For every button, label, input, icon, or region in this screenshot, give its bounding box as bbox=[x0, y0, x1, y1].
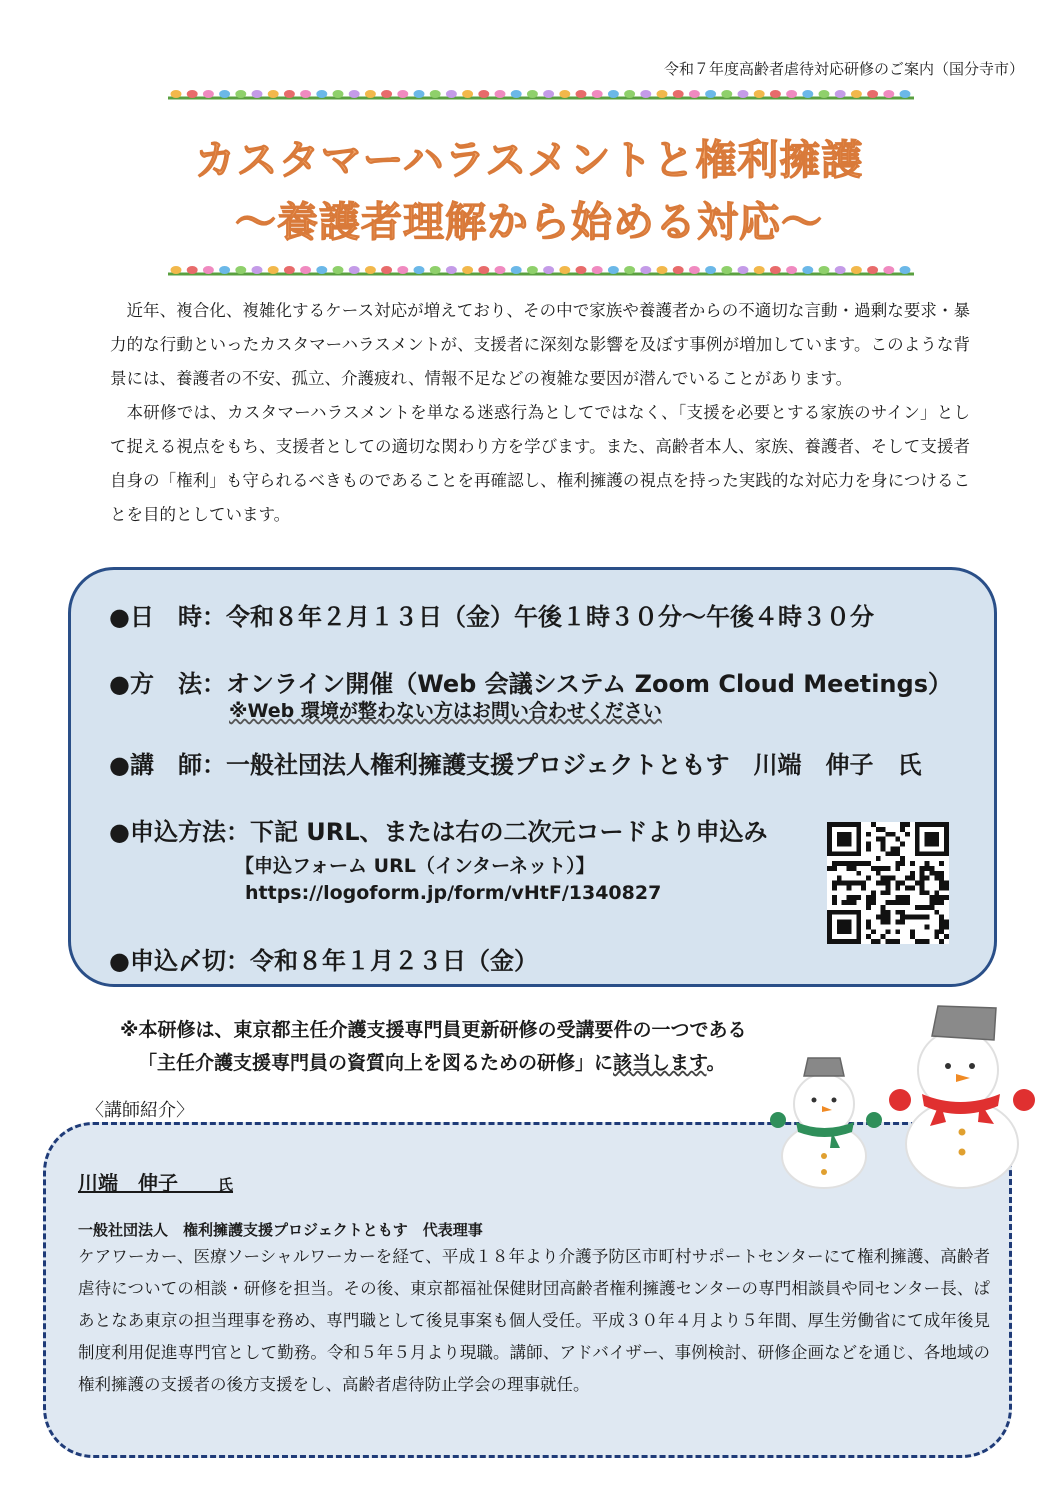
title-line-2: ～養護者理解から始める対応～ bbox=[235, 198, 823, 246]
small-snowman-icon bbox=[770, 1058, 882, 1188]
title-line-1: カスタマーハラスメントと権利擁護 bbox=[194, 136, 864, 184]
event-deadline: ●申込〆切：令和８年１月２３日（金） bbox=[109, 947, 538, 975]
form-url-link[interactable]: https://logoform.jp/form/vHtF/1340827 bbox=[245, 882, 662, 904]
snowmen-illustration bbox=[762, 996, 1044, 1192]
event-details-box bbox=[68, 567, 997, 987]
event-apply-method: ●申込方法：下記 URL、または右の二次元コードより申込み bbox=[109, 818, 768, 846]
flower-garland-bottom bbox=[168, 262, 914, 284]
instructor-name-line bbox=[78, 1167, 233, 1196]
intro-paragraph-2: 本研修では、カスタマーハラスメントを単なる迷惑行為としてではなく、「支援を必要とする家族のサイン」として捉える視点をもち、支援者としての適切な関わり方を学びます。また、高齢者本人、家族、養護者、そして支援者自身の「権利」も守られるべきものであることを再確認し、権利擁護の視点を持った実践的な対応力を身につけることを目的としています。 bbox=[110, 403, 970, 524]
instructor-honorific: 氏 bbox=[218, 1176, 234, 1194]
event-method: ●方 法：オンライン開催（Web 会議システム Zoom Cloud Meetings） bbox=[109, 670, 952, 698]
instructor-name: 川端 伸子 bbox=[78, 1171, 178, 1195]
large-snowman-icon bbox=[889, 1006, 1035, 1188]
requirement-line-1: ※本研修は、東京都主任介護支援専門員更新研修の受講要件の一つである bbox=[120, 1019, 747, 1041]
instructor-organization: 一般社団法人 権利擁護支援プロジェクトともす 代表理事 bbox=[78, 1221, 483, 1239]
requirement-tail: 該当します bbox=[613, 1052, 707, 1074]
requirement-connector: に bbox=[594, 1052, 614, 1074]
event-datetime: ●日 時：令和８年２月１３日（金）午後１時３０分～午後４時３０分 bbox=[109, 603, 874, 631]
header-note: 令和７年度高齢者虐待対応研修のご案内（国分寺市） bbox=[663, 60, 1024, 78]
qr-code-icon[interactable] bbox=[827, 822, 949, 944]
intro-paragraph-1: 近年、複合化、複雑化するケース対応が増えており、その中で家族や養護者からの不適切な言動・過剰な要求・暴力的な行動といったカスタマーハラスメントが、支援者に深刻な影響を及ぼす事例が増加しています。このような背景には、養護者の不安、孤立、介護疲れ、情報不足などの複雑な要因が潜んでいることがあります。 bbox=[110, 301, 970, 388]
instructor-heading: 〈講師紹介〉 bbox=[86, 1100, 194, 1121]
event-lecturer: ●講 師：一般社団法人権利擁護支援プロジェクトともす 川端 伸子 氏 bbox=[109, 751, 922, 779]
form-url-label: 【申込フォーム URL（インターネット）】 bbox=[235, 855, 595, 877]
requirement-end: 。 bbox=[706, 1052, 726, 1074]
flower-garland-top bbox=[168, 86, 914, 108]
intro-text bbox=[110, 294, 970, 532]
instructor-bio: ケアワーカー、医療ソーシャルワーカーを経て、平成１８年より介護予防区市町村サポートセンターにて権利擁護、高齢者虐待についての相談・研修を担当。その後、東京都福祉保健財団高齢者権利擁護センターの専門相談員や同センター長、ぱあとなあ東京の担当理事を務め、専門職として後見事案も個人受任。平成３０年４月より５年間、厚生労働省にて成年後見制度利用促進専門官として勤務。令和５年５月より現職。講師、アドバイザー、事例検討、研修企画などを通じ、各地域の権利擁護の支援者の後方支援をし、高齢者虐待防止学会の理事就任。 bbox=[78, 1247, 990, 1394]
requirement-quote: 「主任介護支援専門員の資質向上を図るための研修」 bbox=[138, 1052, 595, 1074]
method-note: ※Web 環境が整わない方はお問い合わせください bbox=[229, 700, 662, 722]
requirement-line-2 bbox=[138, 1048, 726, 1075]
